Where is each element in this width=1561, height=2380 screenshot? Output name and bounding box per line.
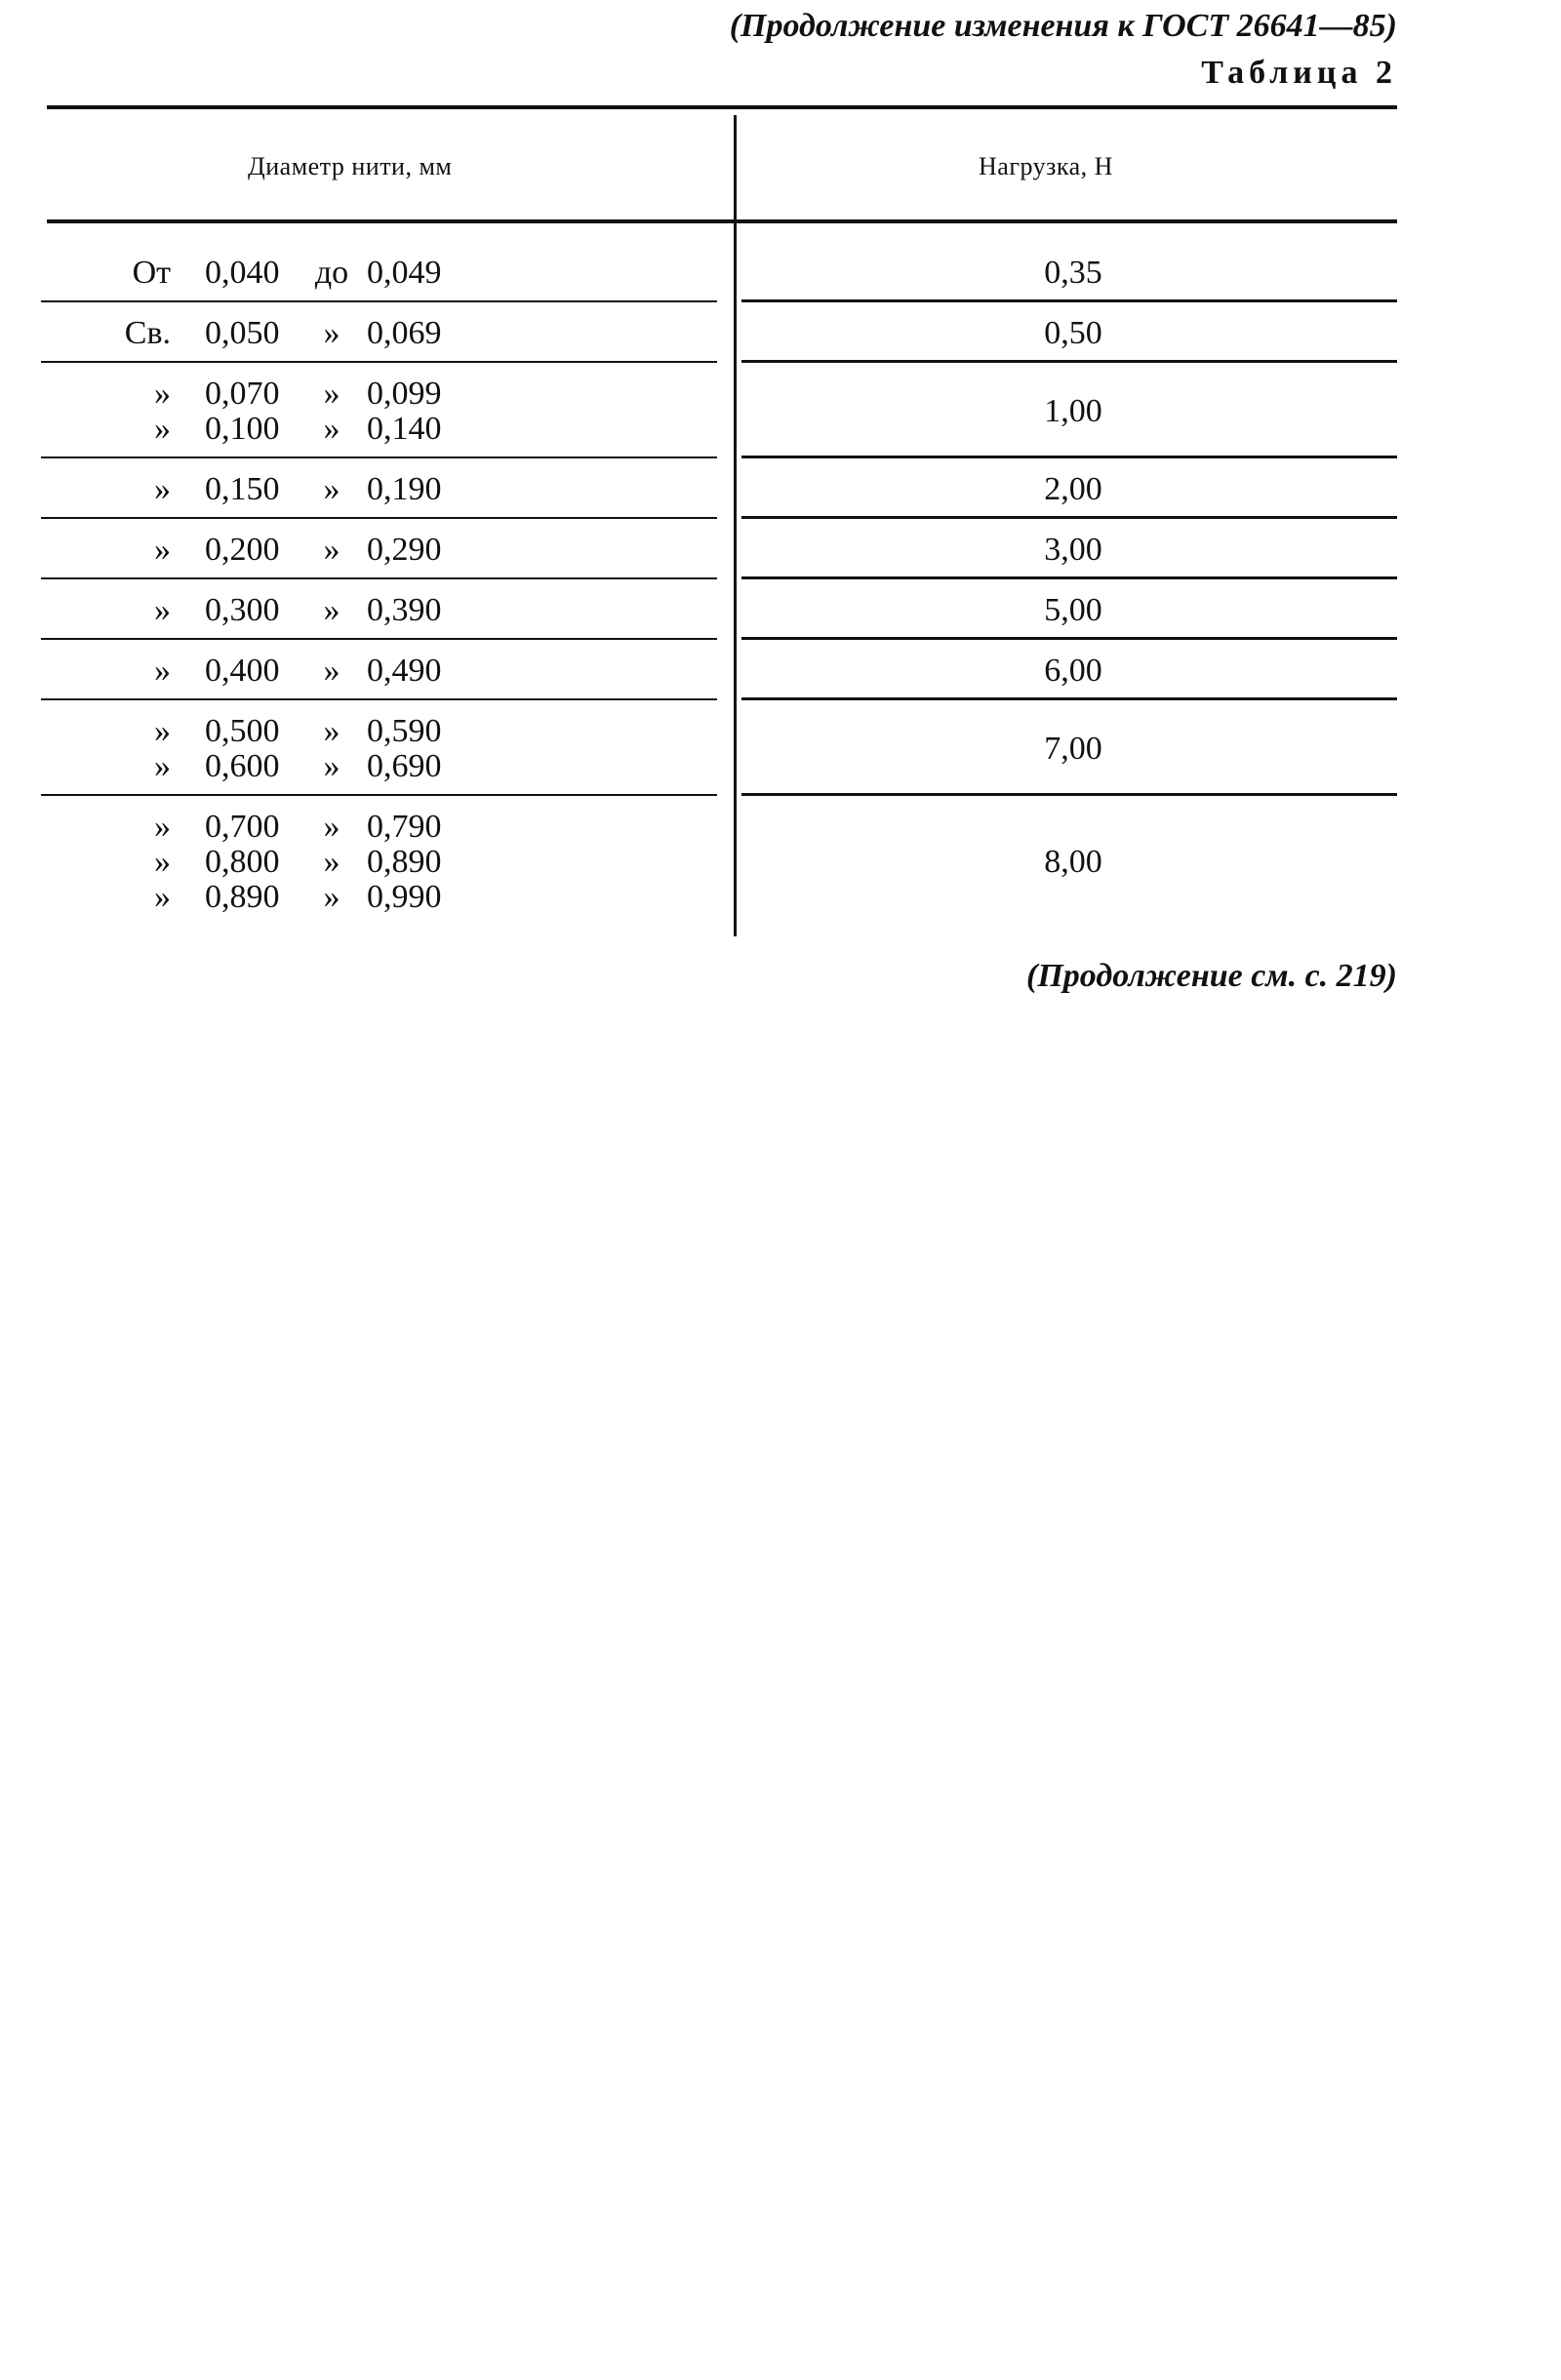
diameter-row: [59, 845, 683, 880]
row-separator-left: [41, 517, 717, 519]
diameter-to: 0,069: [367, 315, 442, 351]
row-prefix: »: [154, 713, 171, 749]
range-connector: »: [323, 411, 340, 447]
diameter-to: 0,890: [367, 844, 442, 880]
diameter-from: 0,070: [205, 376, 280, 412]
column-header-load: Нагрузка, Н: [979, 152, 1113, 180]
diameter-from: 0,300: [205, 592, 280, 628]
row-separator-right: [741, 360, 1397, 363]
diameter-from: 0,100: [205, 411, 280, 447]
diameter-from: 0,400: [205, 653, 280, 689]
diameter-to: 0,590: [367, 713, 442, 749]
diameter-row: [59, 377, 683, 412]
row-separator-right: [741, 637, 1397, 640]
range-connector: »: [323, 471, 340, 507]
row-prefix: »: [154, 879, 171, 915]
row-prefix: »: [154, 653, 171, 689]
row-prefix: »: [154, 844, 171, 880]
load-value: 5,00: [1044, 592, 1102, 628]
diameter-row: [59, 316, 683, 351]
diameter-row: [59, 880, 683, 915]
diameter-row: [59, 256, 683, 291]
row-prefix: Св.: [124, 315, 171, 351]
diameter-from: 0,500: [205, 713, 280, 749]
diameter-from: 0,050: [205, 315, 280, 351]
range-connector: »: [323, 592, 340, 628]
row-prefix: »: [154, 809, 171, 845]
row-separator-left: [41, 698, 717, 700]
diameter-row: [59, 749, 683, 784]
diameter-to: 0,490: [367, 653, 442, 689]
diameter-to: 0,190: [367, 471, 442, 507]
diameter-row: [59, 472, 683, 507]
diameter-from: 0,040: [205, 255, 280, 291]
diameter-row: [59, 654, 683, 689]
continuation-header: (Продолжение изменения к ГОСТ 26641—85): [729, 8, 1397, 44]
diameter-from: 0,600: [205, 748, 280, 784]
continuation-footer: (Продолжение см. с. 219): [1026, 958, 1397, 994]
row-separator-right: [741, 456, 1397, 458]
load-value: 7,00: [1044, 731, 1102, 767]
row-separator-right: [741, 697, 1397, 700]
load-value: 2,00: [1044, 471, 1102, 507]
row-separator-left: [41, 577, 717, 579]
diameter-to: 0,390: [367, 592, 442, 628]
header-bottom-rule: [47, 219, 1397, 223]
range-connector: »: [323, 844, 340, 880]
load-value: 8,00: [1044, 844, 1102, 880]
range-connector: »: [323, 315, 340, 351]
load-value: 0,50: [1044, 315, 1102, 351]
range-connector: »: [323, 376, 340, 412]
diameter-row: [59, 714, 683, 749]
diameter-to: 0,049: [367, 255, 442, 291]
range-connector: »: [323, 713, 340, 749]
range-connector: до: [314, 255, 349, 291]
diameter-row: [59, 810, 683, 845]
diameter-from: 0,200: [205, 532, 280, 568]
row-separator-left: [41, 300, 717, 302]
diameter-to: 0,690: [367, 748, 442, 784]
diameter-row: [59, 533, 683, 568]
row-separator-right: [741, 793, 1397, 796]
diameter-from: 0,800: [205, 844, 280, 880]
row-separator-right: [741, 576, 1397, 579]
range-connector: »: [323, 809, 340, 845]
diameter-to: 0,140: [367, 411, 442, 447]
load-value: 6,00: [1044, 653, 1102, 689]
row-separator-left: [41, 361, 717, 363]
table-label: Таблица 2: [1201, 55, 1397, 91]
diameter-row: [59, 593, 683, 628]
row-prefix: »: [154, 592, 171, 628]
row-separator-right: [741, 299, 1397, 302]
row-separator-left: [41, 456, 717, 458]
row-prefix: От: [132, 255, 171, 291]
diameter-to: 0,790: [367, 809, 442, 845]
diameter-from: 0,150: [205, 471, 280, 507]
diameter-row: [59, 412, 683, 447]
row-separator-right: [741, 516, 1397, 519]
diameter-to: 0,099: [367, 376, 442, 412]
load-value: 3,00: [1044, 532, 1102, 568]
row-prefix: »: [154, 471, 171, 507]
load-value: 1,00: [1044, 393, 1102, 429]
row-prefix: »: [154, 376, 171, 412]
range-connector: »: [323, 532, 340, 568]
diameter-to: 0,290: [367, 532, 442, 568]
column-header-diameter: Диаметр нити, мм: [248, 152, 453, 180]
range-connector: »: [323, 748, 340, 784]
row-prefix: »: [154, 532, 171, 568]
row-prefix: »: [154, 411, 171, 447]
table-top-rule: [47, 105, 1397, 109]
range-connector: »: [323, 653, 340, 689]
diameter-from: 0,890: [205, 879, 280, 915]
diameter-from: 0,700: [205, 809, 280, 845]
row-separator-left: [41, 638, 717, 640]
row-separator-left: [41, 794, 717, 796]
row-prefix: »: [154, 748, 171, 784]
load-value: 0,35: [1044, 255, 1102, 291]
diameter-to: 0,990: [367, 879, 442, 915]
range-connector: »: [323, 879, 340, 915]
column-divider: [734, 115, 737, 936]
